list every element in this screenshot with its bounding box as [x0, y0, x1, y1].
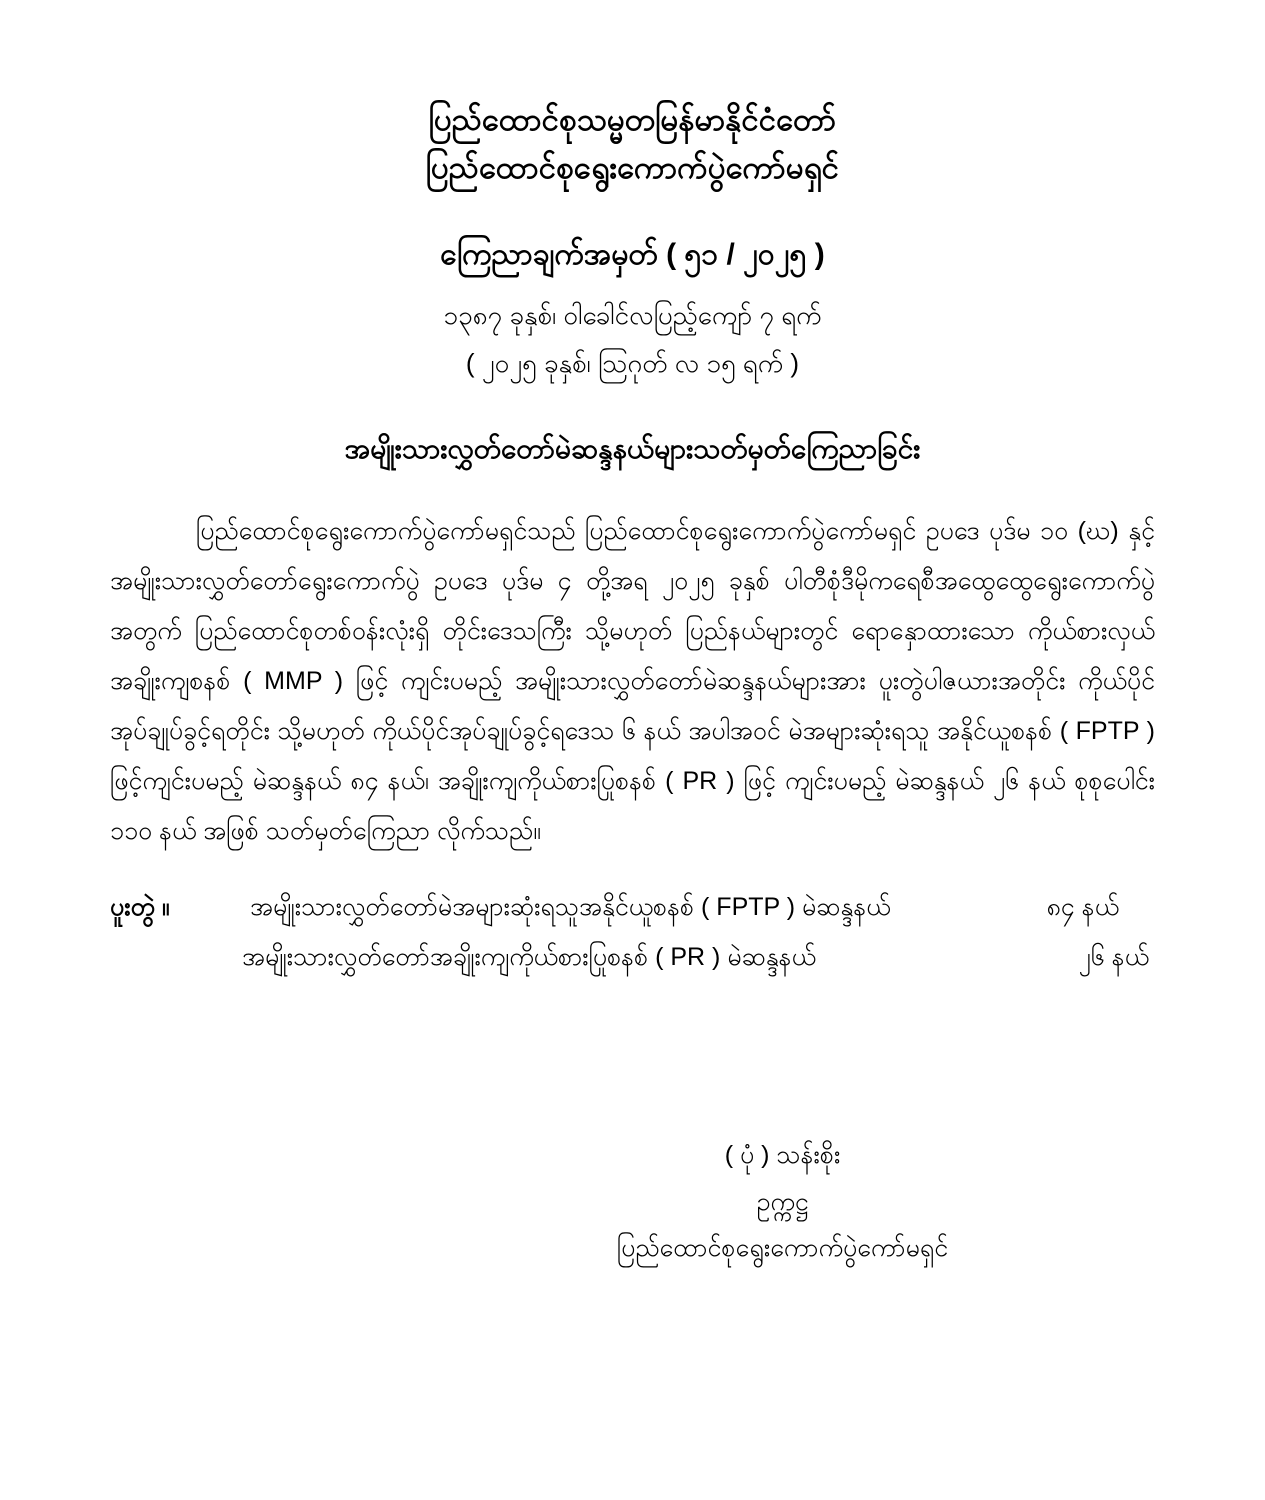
attachment-row-name: အမျိုးသားလွှတ်တော်အချိုးကျကိုယ်စားပြုစနစ် ( PR ) မဲဆန္ဒနယ် — [242, 943, 816, 972]
document-header — [110, 96, 1155, 384]
document-subject: အမျိုးသားလွှတ်တော်မဲဆန္ဒနယ်များသတ်မှတ်ကြေညာခြင်း — [344, 433, 921, 465]
signature-block — [110, 1132, 1155, 1271]
attachment-label: ပူးတွဲ ။ — [110, 893, 170, 922]
attachment-row-name: အမျိုးသားလွှတ်တော်မဲအများဆုံးရသူအနိုင်ယူစနစ် ( FPTP ) မဲဆန္ဒနယ် — [250, 893, 891, 922]
attachment-block — [110, 882, 1155, 982]
organization-line-1: ပြည်ထောင်စုသမ္မတမြန်မာနိုင်ငံတော် — [428, 102, 837, 137]
attachment-row-pr — [110, 932, 1155, 982]
attachment-row-value: ၈၄ နယ် — [1046, 893, 1119, 922]
organization-line-2: ပြည်ထောင်စုရွေးကောက်ပွဲကော်မရှင် — [425, 150, 840, 186]
date-gregorian: ( ၂၀၂၅ ခုနှစ်၊ သြဂုတ် လ ၁၅ ရက် ) — [465, 347, 800, 378]
body-paragraph: ပြည်ထောင်စုရွေးကောက်ပွဲကော်မရှင်သည် ပြည်ထောင်စုရွေးကောက်ပွဲကော်မရှင် ဥပဒေ ပုဒ်မ ၁၀ (ဃ) နှင့် အမျိုးသားလွှတ်တော်ရွေးကောက်ပွဲ ဥပဒေ ပုဒ်မ ၄ တို့အရ ၂၀၂၅ ခုနှစ် ပါတီစုံဒီမိုကရေစီအထွေထွေရွေးကောက်ပွဲအတွက် ပြည်ထောင်စုတစ်ဝန်းလုံးရှိ တိုင်းဒေသကြီး သို့မဟုတ် ပြည်နယ်များတွင် ရောနှောထားသော ကိုယ်စားလှယ်အချိုးကျစနစ် ( MMP ) ဖြင့် ကျင်းပမည့် အမျိုးသားလွှတ်တော်မဲဆန္ဒနယ်များအား ပူးတွဲပါဇယားအတိုင်း ကိုယ်ပိုင်အုပ်ချုပ်ခွင့်ရတိုင်း သို့မဟုတ် ကိုယ်ပိုင်အုပ်ချုပ်ခွင့်ရဒေသ ၆ နယ် အပါအဝင် မဲအများဆုံးရသူ အနိုင်ယူစနစ် ( FPTP ) ဖြင့်ကျင်းပမည့် မဲဆန္ဒနယ် ၈၄ နယ်၊ အချိုးကျကိုယ်စားပြုစနစ် ( PR ) ဖြင့် ကျင်းပမည့် မဲဆန္ဒနယ် ၂၆ နယ် စုစုပေါင်း ၁၁၀ နယ် အဖြစ် သတ်မှတ်ကြေညာ လိုက်သည်။ — [110, 517, 1155, 846]
date-myanmar-era: ၁၃၈၇ ခုနှစ်၊ ဝါခေါင်လပြည့်ကျော် ၇ ရက် — [443, 300, 822, 331]
signature-title: ဥက္ကဋ္ဌ — [756, 1187, 809, 1216]
attachment-row-value: ၂၆ နယ် — [1078, 943, 1149, 972]
declaration-number: ကြေညာချက်အမှတ် ( ၅၁ / ၂၀၂၅ ) — [440, 238, 825, 272]
attachment-row-fptp — [110, 882, 1155, 932]
document-body — [110, 506, 1155, 856]
signature-organization: ပြည်ထောင်စုရွေးကောက်ပွဲကော်မရှင် — [616, 1233, 949, 1262]
signature-name: ( ပုံ ) သန်းစိုး — [724, 1141, 841, 1170]
